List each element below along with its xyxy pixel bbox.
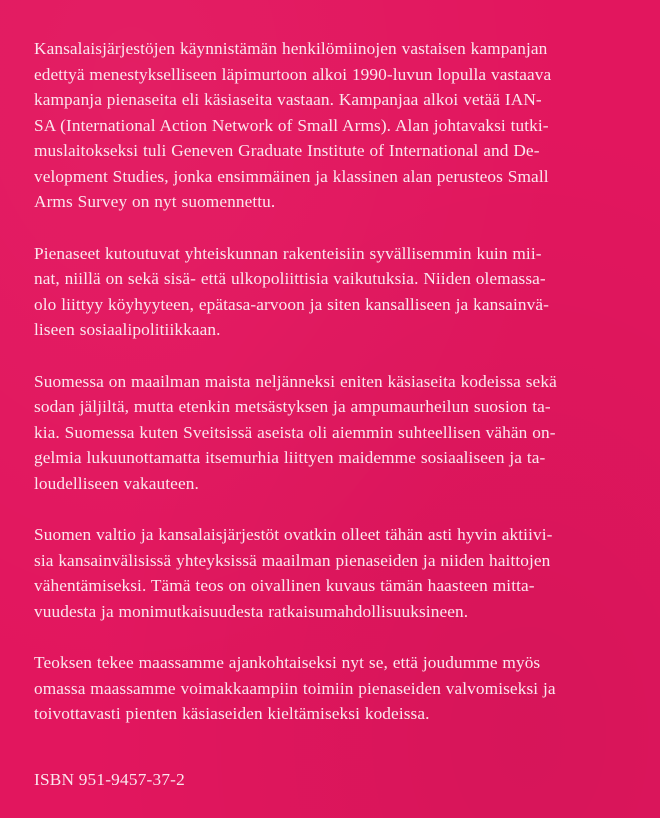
text-line: liseen sosiaalipolitiikkaan. <box>34 320 221 339</box>
text-line: SA (International Action Network of Small Arms). Alan johtavaksi tutki- <box>34 115 549 135</box>
text-line: sodan jäljiltä, mutta etenkin metsästyksen ja ampumaurheilun suosion ta- <box>34 397 551 416</box>
blurb-paragraph-1 <box>34 36 630 215</box>
text-line: sia kansainvälisissä yhteyksissä maailman pienaseiden ja niiden haittojen <box>34 550 551 570</box>
text-line: vuudesta ja monimutkaisuudesta ratkaisumahdollisuuksineen. <box>34 601 469 621</box>
blurb-paragraph-4 <box>34 522 630 624</box>
text-line: kampanja pienaseita eli käsiaseita vastaan. Kampanjaa alkoi vetää IAN- <box>34 90 542 109</box>
text-line: Suomen valtio ja kansalaisjärjestöt ovatkin olleet tähän asti hyvin aktiivi- <box>34 525 553 544</box>
blurb-paragraph-5 <box>34 650 630 727</box>
text-line: omassa maassamme voimakkaampiin toimiin pienaseiden valvomiseksi ja <box>34 678 556 698</box>
text-line: vähentämiseksi. Tämä teos on oivallinen kuvaus tämän haasteen mitta- <box>34 576 535 595</box>
text-line: gelmia lukuunottamatta itsemurhia liittyen maidemme sosiaaliseen ja ta- <box>34 448 546 467</box>
text-line: Pienaseet kutoutuvat yhteiskunnan rakenteisiin syvällisemmin kuin mii- <box>34 243 542 263</box>
blurb-paragraph-2 <box>34 241 630 343</box>
text-line: velopment Studies, jonka ensimmäinen ja klassinen alan perusteos Small <box>34 166 549 186</box>
text-line: Teoksen tekee maassamme ajankohtaiseksi nyt se, että joudumme myös <box>34 653 541 672</box>
text-line: kia. Suomessa kuten Sveitsissä aseista oli aiemmin suhteellisen vähän on- <box>34 422 556 442</box>
text-line: loudelliseen vakauteen. <box>34 473 199 493</box>
text-line: Arms Survey on nyt suomennettu. <box>34 192 276 211</box>
text-line: Kansalaisjärjestöjen käynnistämän henkilömiinojen vastaisen kampanjan <box>34 39 548 58</box>
text-line: toivottavasti pienten käsiaseiden kieltämiseksi kodeissa. <box>34 704 430 723</box>
isbn-number: ISBN 951-9457-37-2 <box>34 770 185 789</box>
text-line: olo liittyy köyhyyteen, epätasa-arvoon ja siten kansalliseen ja kansainvä- <box>34 294 549 314</box>
text-line: edettyä menestykselliseen läpimurtoon alkoi 1990-luvun lopulla vastaava <box>34 64 552 84</box>
text-line: Suomessa on maailman maista neljänneksi eniten käsiaseita kodeissa sekä <box>34 371 557 391</box>
blurb-paragraph-3 <box>34 369 630 497</box>
text-line: nat, niillä on sekä sisä- että ulkopoliittisia vaikutuksia. Niiden olemassa- <box>34 269 546 288</box>
text-line: muslaitokseksi tuli Geneven Graduate Institute of International and De- <box>34 141 540 160</box>
